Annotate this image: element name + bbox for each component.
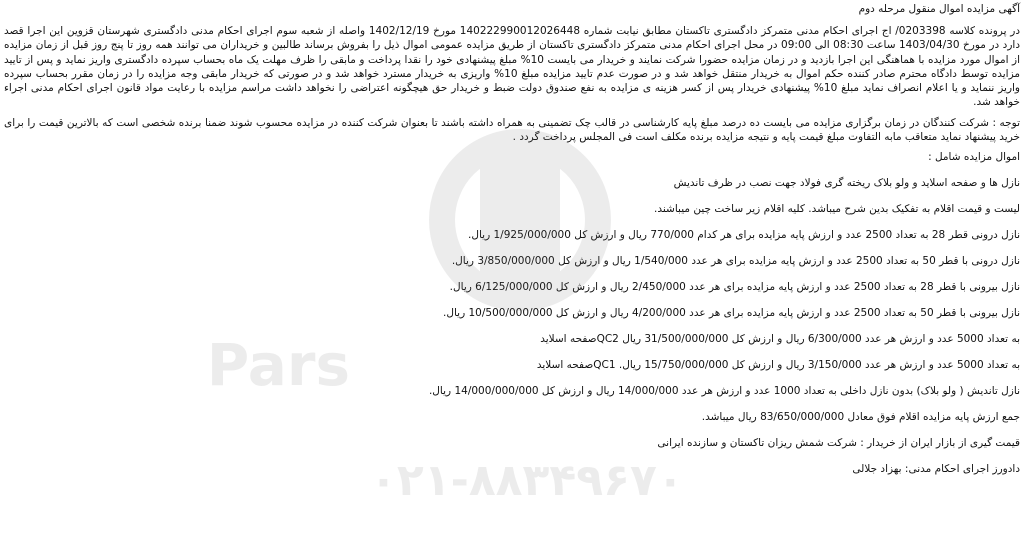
property-line: نازل بیرونی با قطر 28 به تعداد 2500 عدد و ارزش پایه مزایده برای هر عدد 2/450/000 ریال و ارزش کل 6/125/000/000 ریال. <box>449 281 1020 294</box>
note-paragraph: توجه : شرکت کنندگان در زمان برگزاری مزایده می بایست ده درصد مبلغ پایه کارشناسی در قالب چک تضمینی به همراه داشته باشند تا بعنوان شرکت کننده در مزایده محسوب شوند ضمنا برنده شخصی است که بالاترین قیمت را برای خرید پیشنهاد نماید متعاقب مابه التفاوت مبلغ قیمت پایه و نتیجه مزایده برنده مکلف است فی المجلس پرداخت گردد . <box>4 116 1020 144</box>
property-line: نازل درونی با قطر 50 به تعداد 2500 عدد و ارزش پایه مزایده برای هر عدد 1/540/000 ریال و ارزش کل 3/850/000/000 ریال. <box>451 255 1020 268</box>
property-line: به تعداد 5000 عدد و ارزش هر عدد 3/150/000 ریال و ارزش کل 15/750/000/000 ریال. QC1صفحه اسلاید <box>536 359 1020 372</box>
property-line: نازل ها و صفحه اسلاید و ولو بلاک ریخته گری فولاد جهت نصب در ظرف تاندیش <box>673 177 1020 190</box>
watermark-text-1: Pars <box>206 331 350 399</box>
property-line: نازل تاندیش ( ولو بلاک) بدون نازل داخلی به تعداد 1000 عدد و ارزش هر عدد 14/000/000 ریال و ارزش کل 14/000/000/000 ریال. <box>428 385 1020 398</box>
property-line: نازل بیرونی با قطر 50 به تعداد 2500 عدد و ارزش پایه مزایده برای هر عدد 4/200/000 ریال و ارزش کل 10/500/000/000 ریال. <box>442 307 1020 320</box>
property-line: به تعداد 5000 عدد و ارزش هر عدد 6/300/000 ریال و ارزش کل 31/500/000/000 ریال QC2صفحه اسلاید <box>540 333 1020 346</box>
notice-title: آگهی مزایده اموال منقول مرحله دوم <box>858 3 1020 15</box>
officer-signature-line: دادورز اجرای احکام مدنی: بهزاد جلالی <box>852 463 1020 476</box>
property-heading: اموال مزایده شامل : <box>928 151 1020 164</box>
pricing-source-line: قیمت گیری از بازار ایران از خریدار : شرکت شمش ریزان تاکستان و سازنده ایرانی <box>657 437 1020 450</box>
total-value-line: جمع ارزش پایه مزایده اقلام فوق معادل 83/650/000/000 ریال میباشد. <box>701 411 1020 424</box>
property-line: لیست و قیمت اقلام به تفکیک بدین شرح میباشد. کلیه اقلام زیر ساخت چین میباشند. <box>654 203 1020 216</box>
property-line: نازل درونی قطر 28 به تعداد 2500 عدد و ارزش پایه مزایده برای هر کدام 770/000 ریال و ارزش کل 1/925/000/000 ریال. <box>468 229 1020 242</box>
watermark-text-2: ۰۲۱-۸۸۳۴۹۶۷۰ <box>370 455 684 506</box>
intro-paragraph: در پرونده کلاسه 0203398/ اج اجرای احکام مدنی متمرکز دادگستری تاکستان مطابق نیابت شماره 140222990012026448 مورخ 1402/12/19 واصله از شعبه سوم اجرای احکام مدنی دادگستری شهرستان قزوین این اجرا قصد دارد در مورخ 1403/04/30 ساعت 08:30 الی 09:00 در محل اجرای احکام مدنی متمرکز دادگستری تاکستان از طریق مزایده عمومی اموال ذیل را بفروش برساند طالبین و خریداران می توانند همه روز تا پنج روز قبل از زمان مزایده از اموال مورد مزایده با هماهنگی این اجرا بازدید و در زمان مزایده حضورا شرکت نمایند و خریدار می بایست 10% مبلغ پیشنهادی خود را نقدا پرداخت و مابقی را ظرف مهلت یک ماه بحساب سپرده دادگستری واریز نماید و پس از تایید مزایده توسط دادگاه محترم صادر کننده حکم اموال به خریدار منتقل خواهد شد و در صورت عدم تایید مزایده مبلغ 10% واریزی به خریدار مسترد خواهد شد و در صورتی که خریدار مابقی وجه مزایده را در زمان مقرر بحساب سپرده واریز ننماید و یا اعلام انصراف نماید مبلغ 10% پیشنهادی خریدار پس از کسر هزینه ی مزایده به نفع صندوق دولت ضبط و خریدار حق هیچگونه اعتراضی را نخواهد داشت مراسم مزایده با رعایت مواد قانون اجرای احکام مدنی اجراء خواهد شد. <box>4 25 1021 109</box>
